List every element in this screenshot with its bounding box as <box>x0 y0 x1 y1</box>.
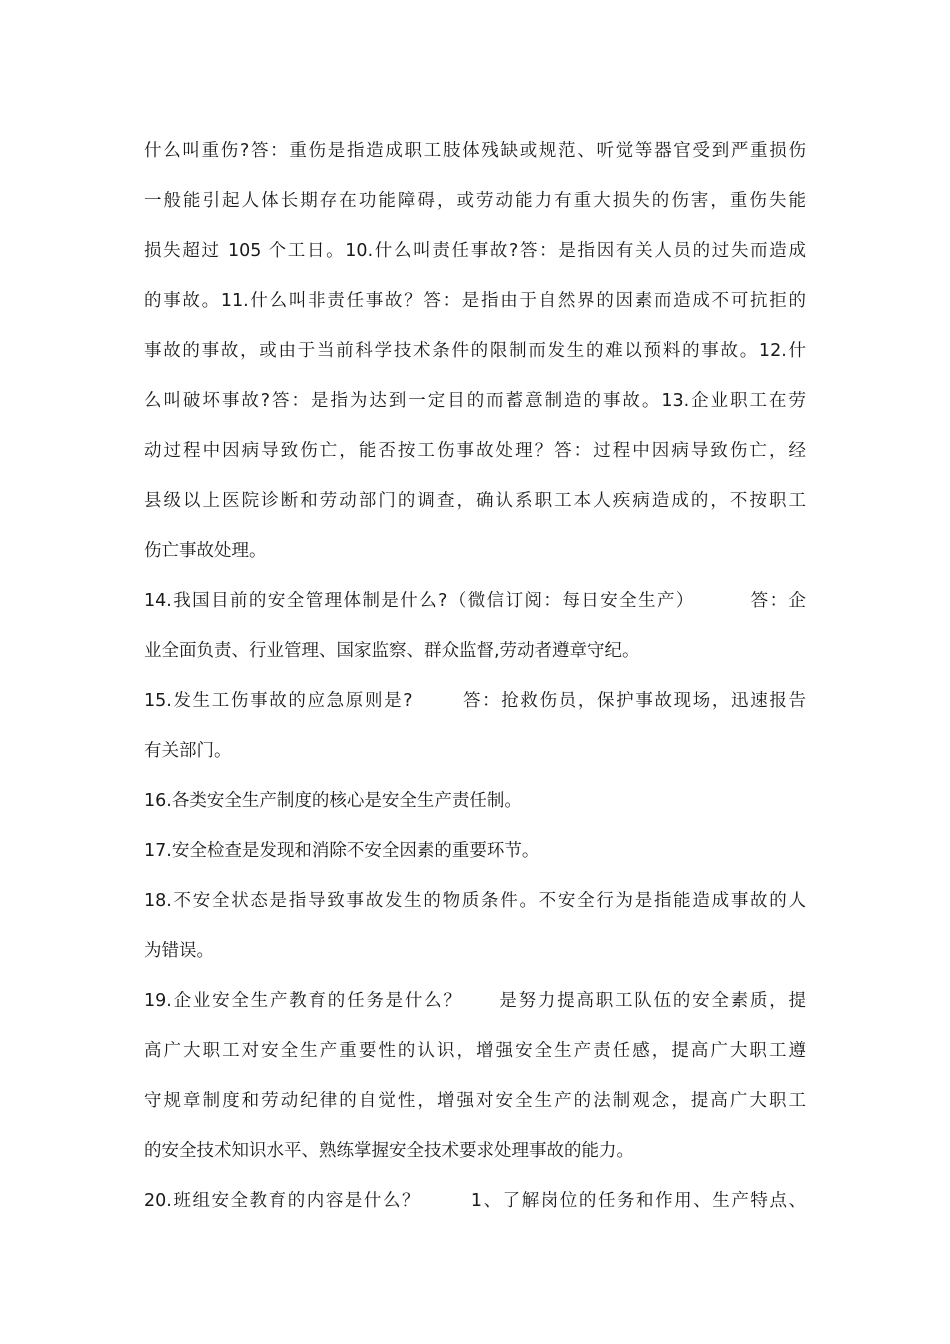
text-line: 为错误。 <box>144 941 214 961</box>
text-line: 什么叫重伤?答：重伤是指造成职工肢体残缺或规范、听觉等器官受到严重损伤 <box>144 141 806 161</box>
text-line: 14.我国目前的安全管理体制是什么?（微信订阅：每日安全生产） 答：企 <box>144 591 806 611</box>
text-line: 15.发生工伤事故的应急原则是? 答：抢救伤员，保护事故现场，迅速报告 <box>144 691 806 711</box>
text-line: 有关部门。 <box>144 741 232 761</box>
document-body <box>144 126 806 1226</box>
text-line: 事故的事故，或由于当前科学技术条件的限制而发生的难以预料的事故。12.什 <box>144 341 806 361</box>
text-line: 损失超过 105 个工日。10.什么叫责任事故?答：是指因有关人员的过失而造成 <box>144 241 806 261</box>
text-line: 的安全技术知识水平、熟练掌握安全技术要求处理事故的能力。 <box>144 1141 634 1161</box>
text-line: 一般能引起人体长期存在功能障碍，或劳动能力有重大损失的伤害，重伤失能 <box>144 191 806 211</box>
text-line: 县级以上医院诊断和劳动部门的调查，确认系职工本人疾病造成的，不按职工 <box>144 491 806 511</box>
text-line: 20.班组安全教育的内容是什么？ 1、了解岗位的任务和作用、生产特点、 <box>144 1191 806 1211</box>
text-line: 业全面负责、行业管理、国家监察、群众监督,劳动者遵章守纪。 <box>144 641 640 661</box>
text-line: 17.安全检查是发现和消除不安全因素的重要环节。 <box>144 841 540 861</box>
text-line: 么叫破坏事故?答：是指为达到一定目的而蓄意制造的事故。13.企业职工在劳 <box>144 391 806 411</box>
text-line: 守规章制度和劳动纪律的自觉性，增强对安全生产的法制观念，提高广大职工 <box>144 1091 806 1111</box>
text-line: 16.各类安全生产制度的核心是安全生产责任制。 <box>144 791 522 811</box>
text-line: 伤亡事故处理。 <box>144 541 267 561</box>
text-line: 的事故。11.什么叫非责任事故？答：是指由于自然界的因素而造成不可抗拒的 <box>144 291 806 311</box>
text-line: 动过程中因病导致伤亡，能否按工伤事故处理？答：过程中因病导致伤亡，经 <box>144 441 806 461</box>
text-line: 18.不安全状态是指导致事故发生的物质条件。不安全行为是指能造成事故的人 <box>144 891 806 911</box>
text-line: 19.企业安全生产教育的任务是什么？ 是努力提高职工队伍的安全素质，提 <box>144 991 806 1011</box>
text-line: 高广大职工对安全生产重要性的认识，增强安全生产责任感，提高广大职工遵 <box>144 1041 806 1061</box>
